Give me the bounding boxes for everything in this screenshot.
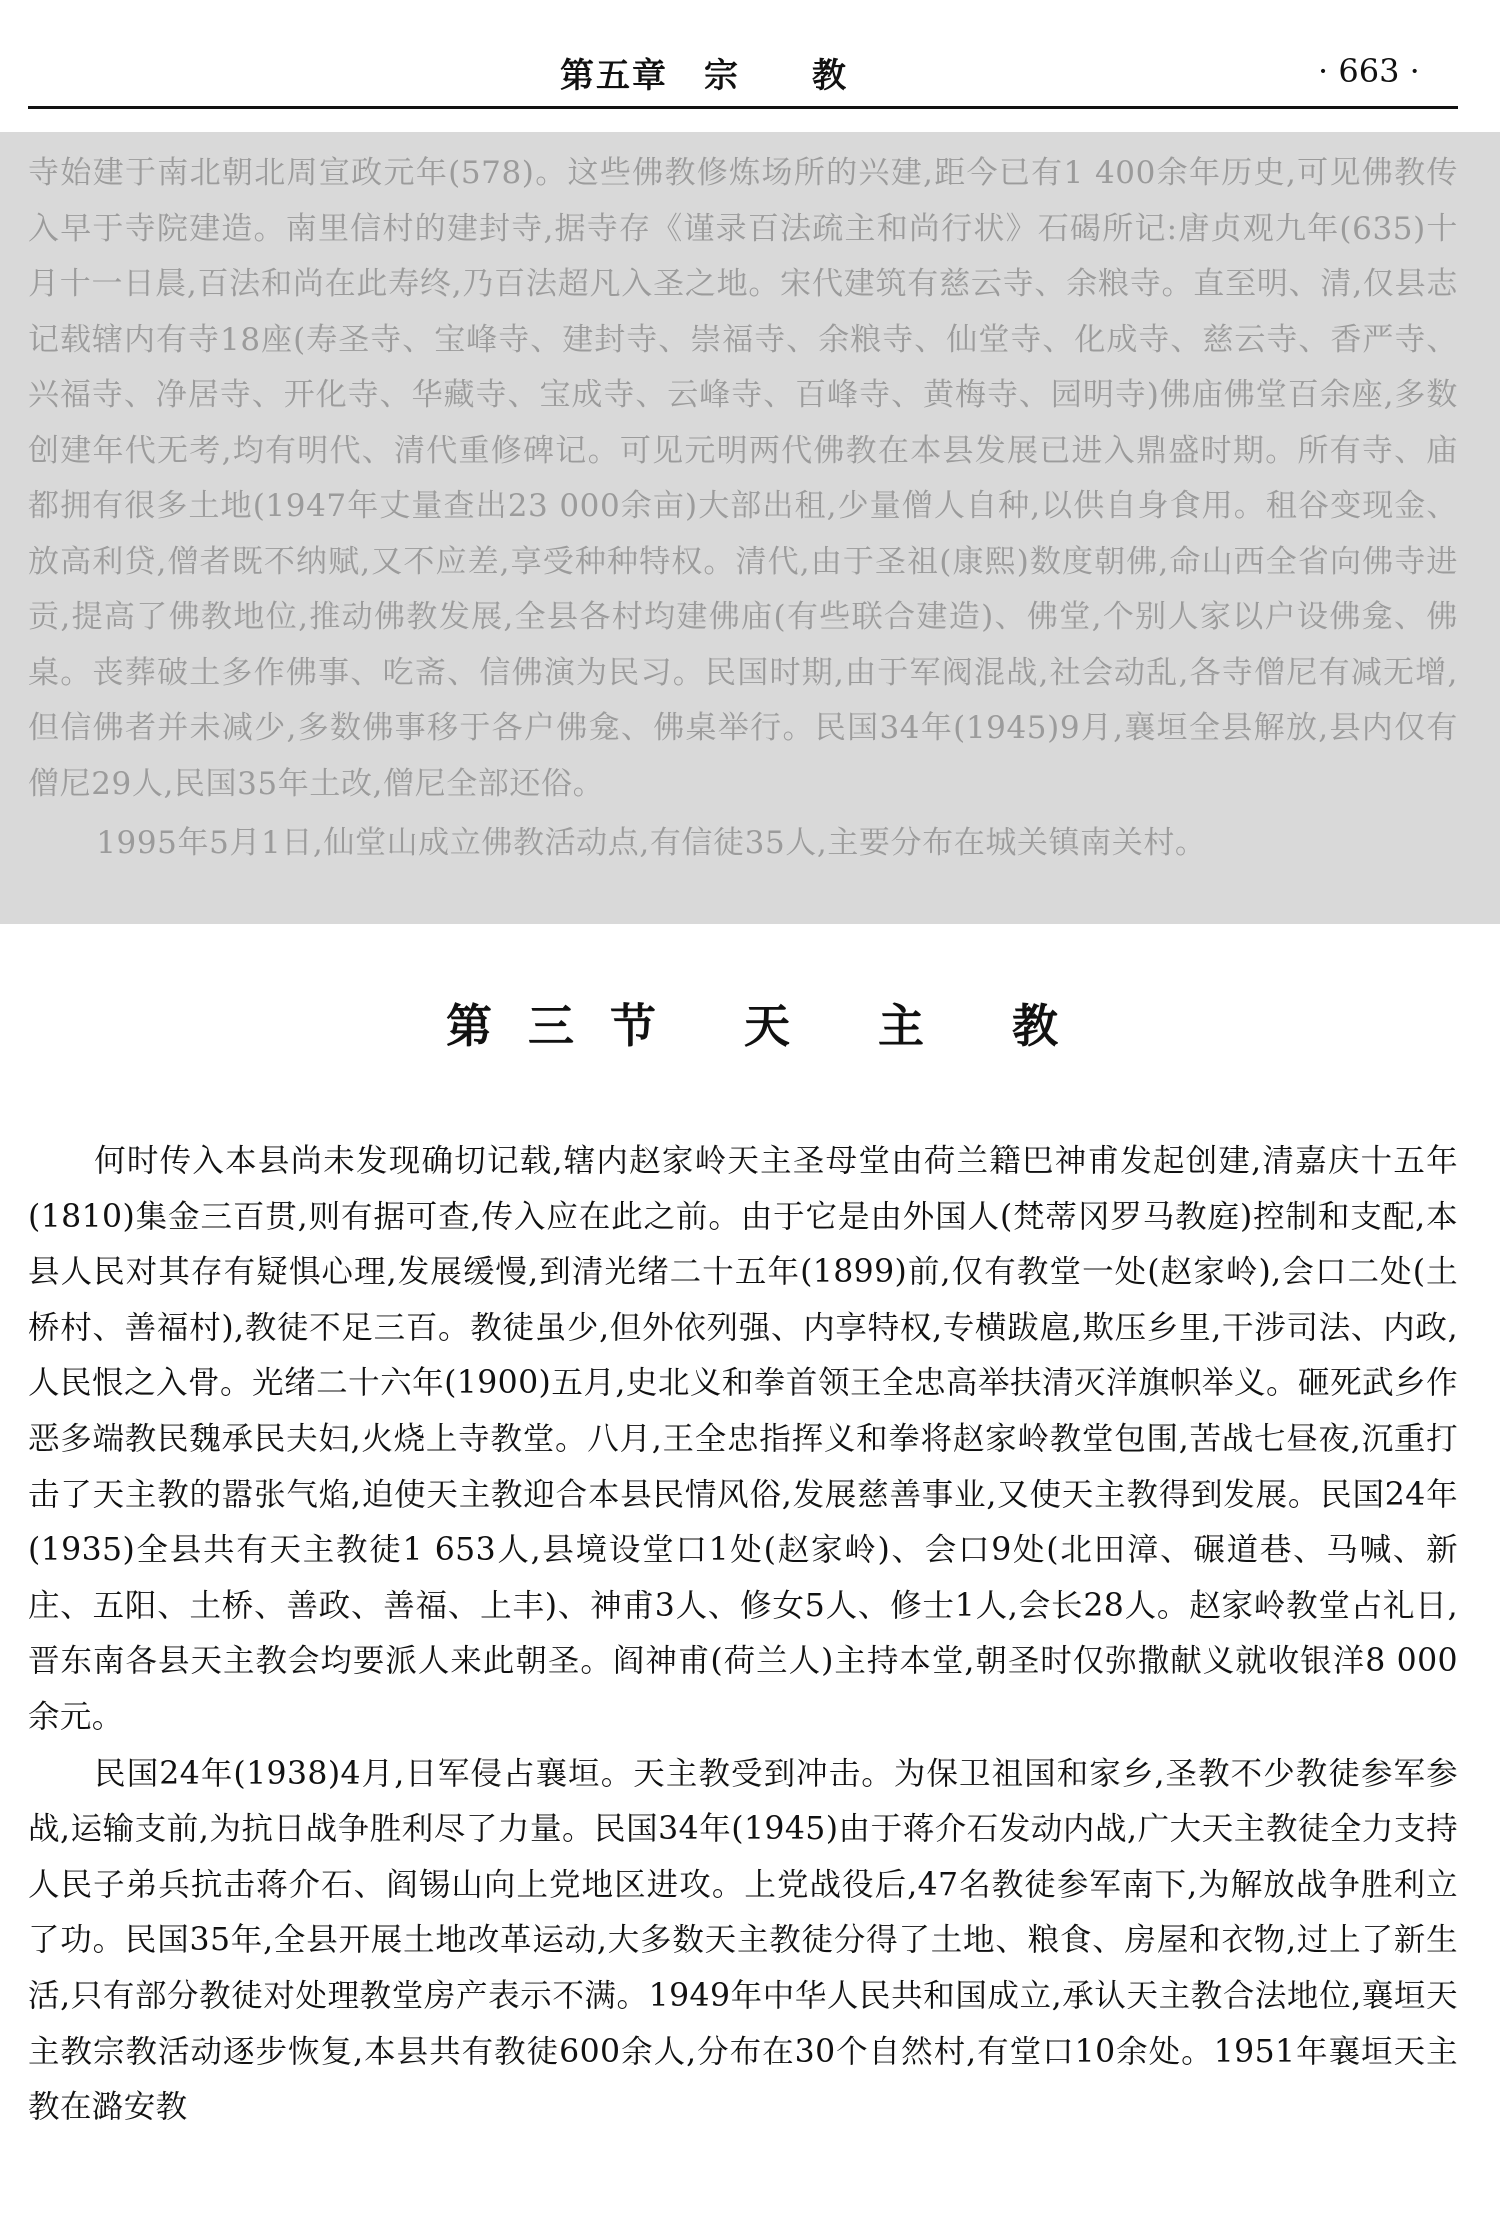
- body-paragraph-1: 何时传入本县尚未发现确切记载,辖内赵家岭天主圣母堂由荷兰籍巴神甫发起创建,清嘉庆十五年(1810)集金三百贯,则有据可查,传入应在此之前。由于它是由外国人(梵蒂冈罗马教庭)控制和支配,本县人民对其存有疑惧心理,发展缓慢,到清光绪二十五年(1899)前,仅有教堂一处(赵家岭),会口二处(土桥村、善福村),教徒不足三百。教徒虽少,但外依列强、内享特权,专横跋扈,欺压乡里,干涉司法、内政,人民恨之入骨。光绪二十六年(1900)五月,史北义和拳首领王全忠高举扶清灭洋旗帜举义。砸死武乡作恶多端教民魏承民夫妇,火烧上寺教堂。八月,王全忠指挥义和拳将赵家岭教堂包围,苦战七昼夜,沉重打击了天主教的嚣张气焰,迫使天主教迎合本县民情风俗,发展慈善事业,又使天主教得到发展。民国24年(1935)全县共有天主教徒1 653人,县境设堂口1处(赵家岭)、会口9处(北田漳、碾道巷、马喊、新庄、五阳、土桥、善政、善福、上丰)、神甫3人、修女5人、修士1人,会长28人。赵家岭教堂占礼日,晋东南各县天主教会均要派人来此朝圣。阎神甫(荷兰人)主持本堂,朝圣时仅弥撒献义就收银洋8 000余元。: [28, 1143, 1458, 1735]
- page-header: [0, 0, 1500, 110]
- section-title: 第三节 天 主 教: [445, 999, 1095, 1053]
- faded-paragraph-2: 1995年5月1日,仙堂山成立佛教活动点,有信徒35人,主要分布在城关镇南关村。: [96, 825, 1207, 861]
- body-text-block: [28, 1134, 1458, 2136]
- faded-paragraph-1: 寺始建于南北朝北周宣政元年(578)。这些佛教修炼场所的兴建,距今已有1 400余年历史,可见佛教传入早于寺院建造。南里信村的建封寺,据寺存《谨录百法疏主和尚行状》石碣所记:唐贞观九年(635)十月十一日晨,百法和尚在此寿终,乃百法超凡入圣之地。宋代建筑有慈云寺、余粮寺。直至明、清,仅县志记载辖内有寺18座(寿圣寺、宝峰寺、建封寺、崇福寺、余粮寺、仙堂寺、化成寺、慈云寺、香严寺、兴福寺、净居寺、开化寺、华藏寺、宝成寺、云峰寺、百峰寺、黄梅寺、园明寺)佛庙佛堂百余座,多数创建年代无考,均有明代、清代重修碑记。可见元明两代佛教在本县发展已进入鼎盛时期。所有寺、庙都拥有很多土地(1947年丈量查出23 000余亩)大部出租,少量僧人自种,以供自身食用。租谷变现金、放高利贷,僧者既不纳赋,又不应差,享受种种特权。清代,由于圣祖(康熙)数度朝佛,命山西全省向佛寺进贡,提高了佛教地位,推动佛教发展,全县各村均建佛庙(有些联合建造)、佛堂,个别人家以户设佛龛、佛桌。丧葬破土多作佛事、吃斋、信佛演为民习。民国时期,由于军阀混战,社会动乱,各寺僧尼有减无增,但信佛者并未减少,多数佛事移于各户佛龛、佛桌举行。民国34年(1945)9月,襄垣全县解放,县内仅有僧尼29人,民国35年土改,僧尼全部还俗。: [28, 155, 1458, 802]
- chapter-title: 第五章 宗 教: [560, 56, 848, 96]
- faded-text-block: [28, 146, 1458, 872]
- body-paragraph-2: 民国24年(1938)4月,日军侵占襄垣。天主教受到冲击。为保卫祖国和家乡,圣教不少教徒参军参战,运输支前,为抗日战争胜利尽了力量。民国34年(1945)由于蒋介石发动内战,广大天主教徒全力支持人民子弟兵抗击蒋介石、阎锡山向上党地区进攻。上党战役后,47名教徒参军南下,为解放战争胜利立了功。民国35年,全县开展土地改革运动,大多数天主教徒分得了土地、粮食、房屋和衣物,过上了新生活,只有部分教徒对处理教堂房产表示不满。1949年中华人民共和国成立,承认天主教合法地位,襄垣天主教宗教活动逐步恢复,本县共有教徒600余人,分布在30个自然村,有堂口10余处。1951年襄垣天主教在潞安教: [28, 1755, 1458, 2126]
- page-number: · 663 ·: [1318, 52, 1420, 90]
- header-rule: [28, 106, 1458, 109]
